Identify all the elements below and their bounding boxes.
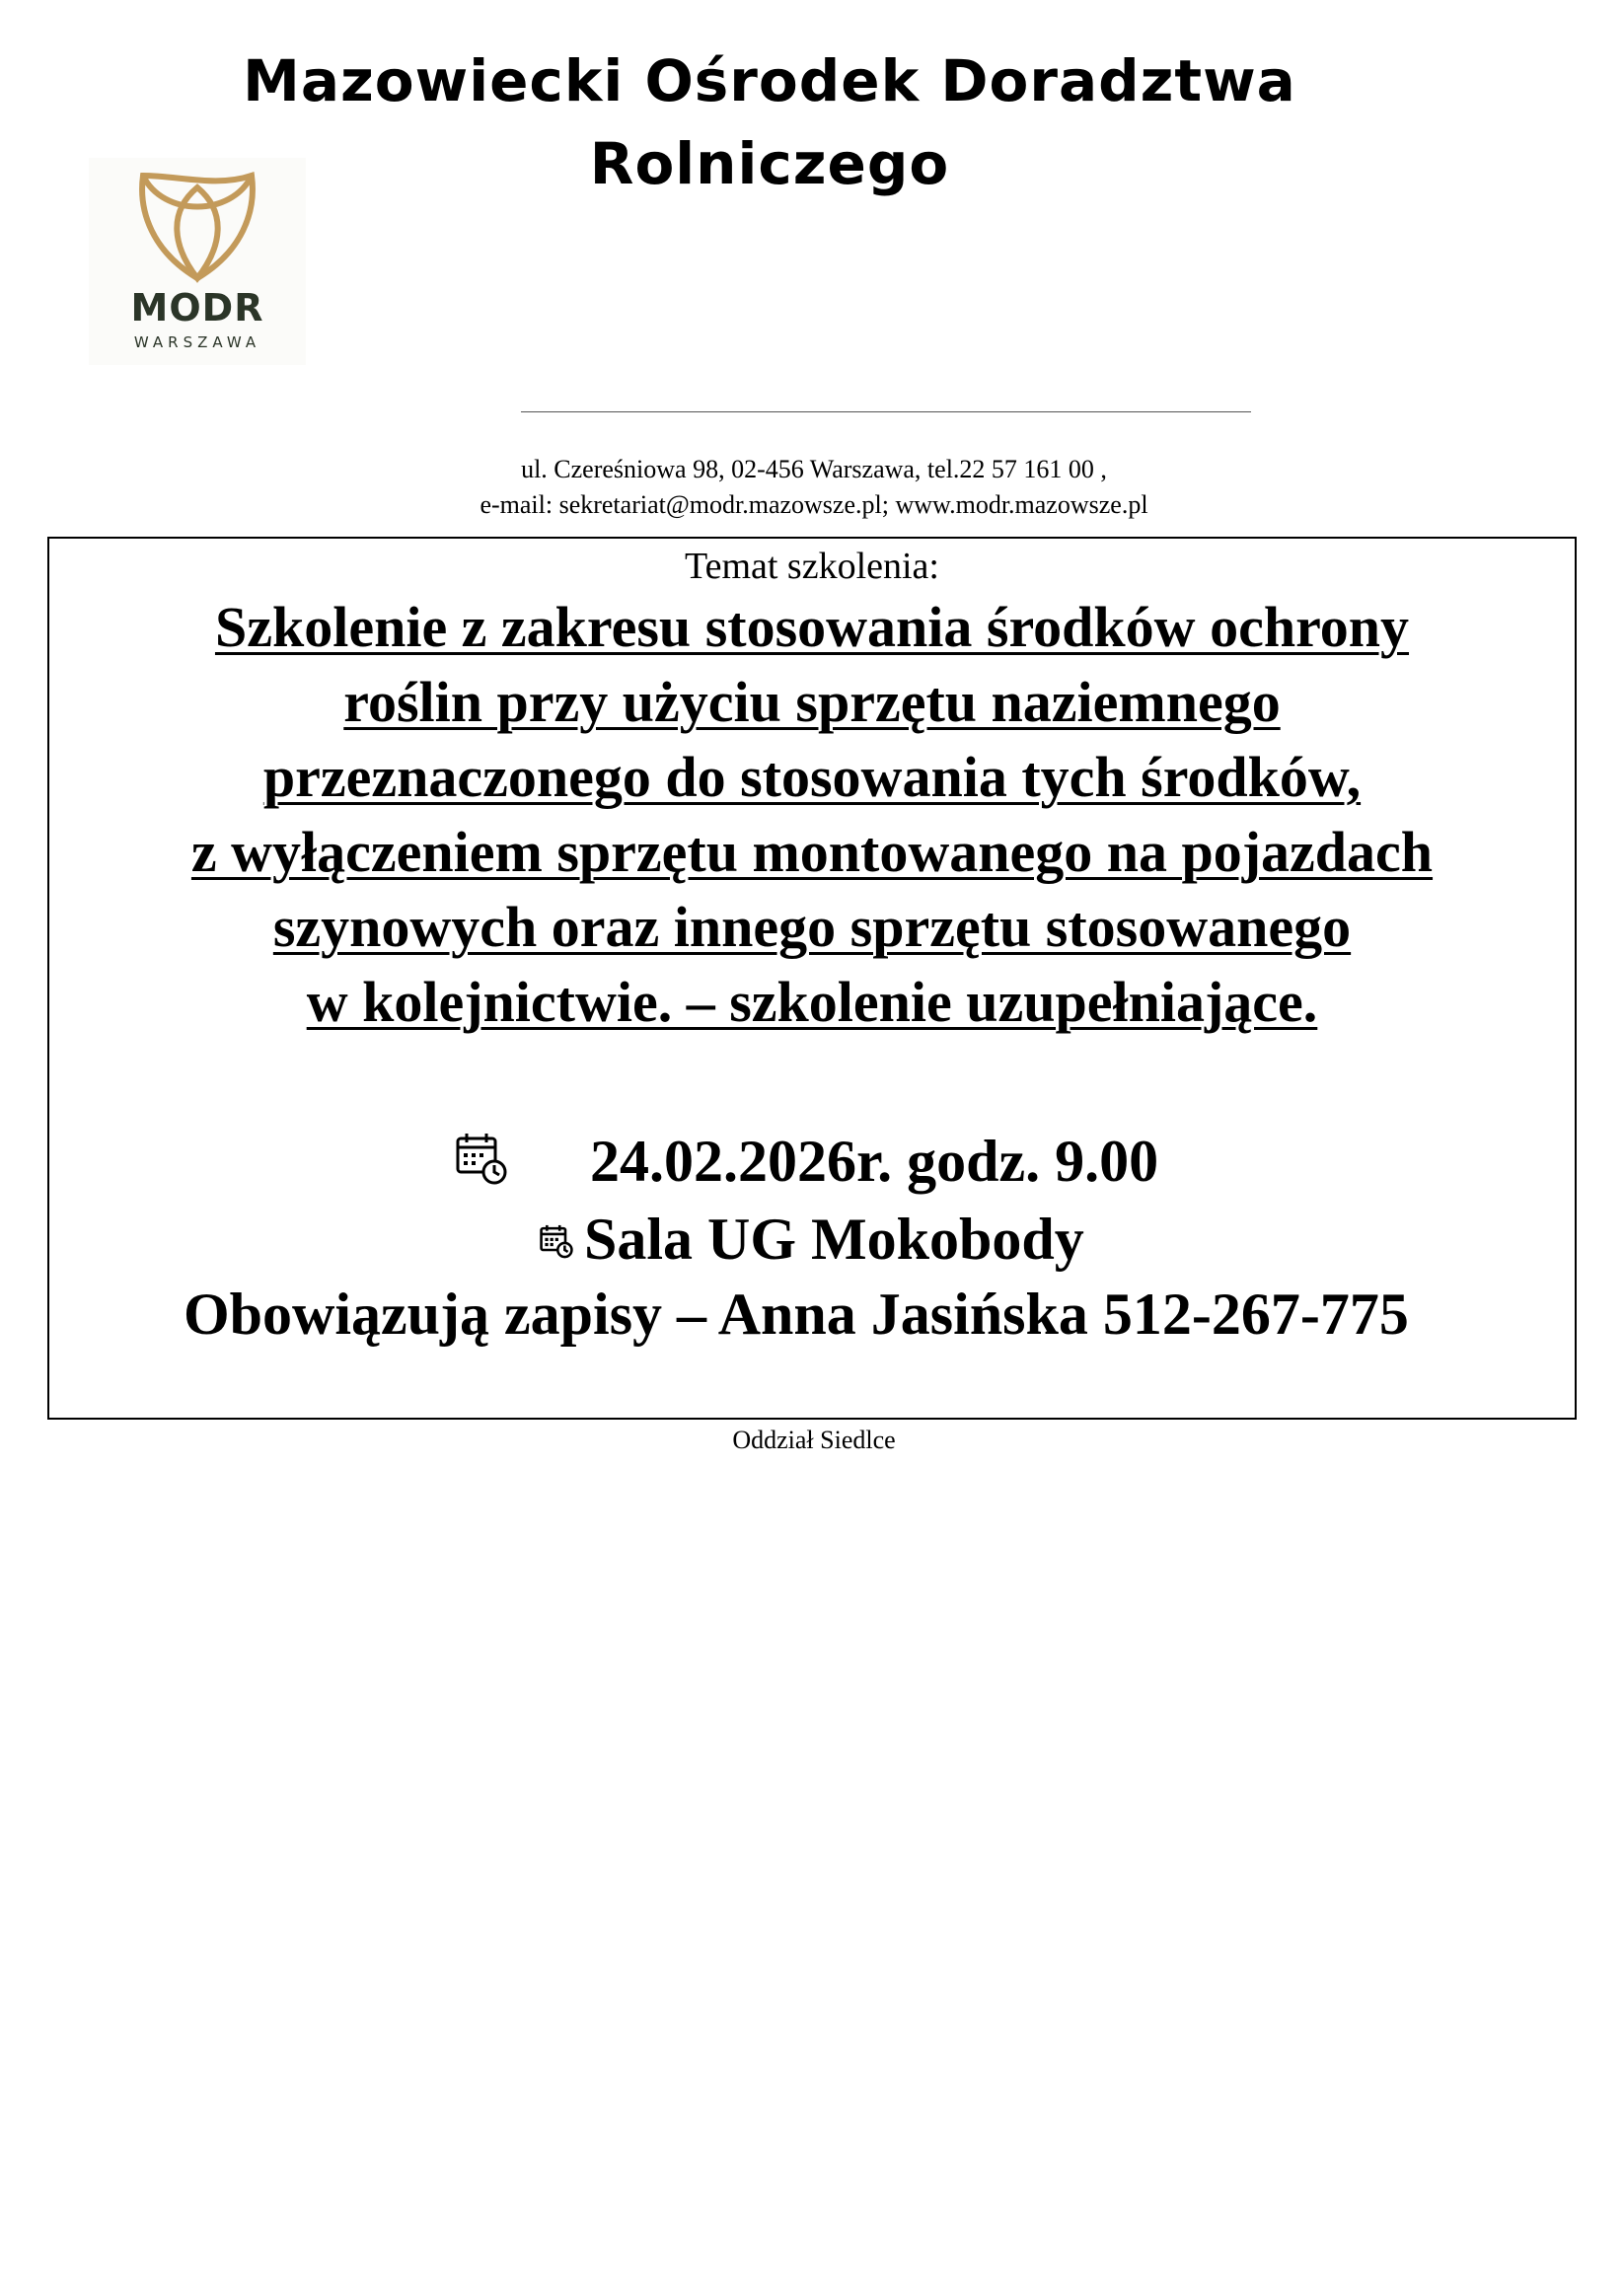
header-divider <box>521 411 1251 412</box>
training-announcement-box <box>47 537 1577 1420</box>
organization-title-line-2: Rolniczego <box>589 130 950 197</box>
calendar-clock-icon <box>454 1131 509 1186</box>
training-title-line: przeznaczonego do stosowania tych środków, <box>262 745 1362 809</box>
organization-title <box>178 39 1362 205</box>
modr-logo <box>89 158 306 365</box>
training-title-line: z wyłączeniem sprzętu montowanego na pojazdach <box>190 820 1434 884</box>
training-title-line: w kolejnictwie. – szkolenie uzupełniające. <box>306 970 1318 1034</box>
email-line: e-mail: sekretariat@modr.mazowsze.pl; www.modr.mazowsze.pl <box>480 490 1148 519</box>
contact-info <box>296 452 1332 523</box>
trinity-knot-icon <box>133 168 261 286</box>
logo-subtext: WARSZAWA <box>133 333 261 351</box>
topic-label: Temat szkolenia: <box>685 546 939 587</box>
registration-info: Obowiązują zapisy – Anna Jasińska 512-267-775 <box>184 1282 1409 1347</box>
branch-name: Oddział Siedlce <box>732 1426 896 1454</box>
training-venue: Sala UG Mokobody <box>584 1207 1084 1272</box>
training-title <box>49 590 1575 1040</box>
training-title-line: szynowych oraz innego sprzętu stosowanego <box>272 895 1352 959</box>
training-date-time: 24.02.2026r. godz. 9.00 <box>590 1129 1159 1194</box>
logo-wordmark: MODR <box>130 286 264 330</box>
organization-title-line-1: Mazowiecki Ośrodek Doradztwa <box>243 47 1296 114</box>
address-line: ul. Czereśniowa 98, 02-456 Warszawa, tel.22 57 161 00 , <box>521 455 1107 483</box>
calendar-clock-icon <box>539 1223 574 1259</box>
training-title-line: Szkolenie z zakresu stosowania środków ochrony <box>214 595 1410 659</box>
training-title-line: roślin przy użyciu sprzętu naziemnego <box>343 670 1281 734</box>
